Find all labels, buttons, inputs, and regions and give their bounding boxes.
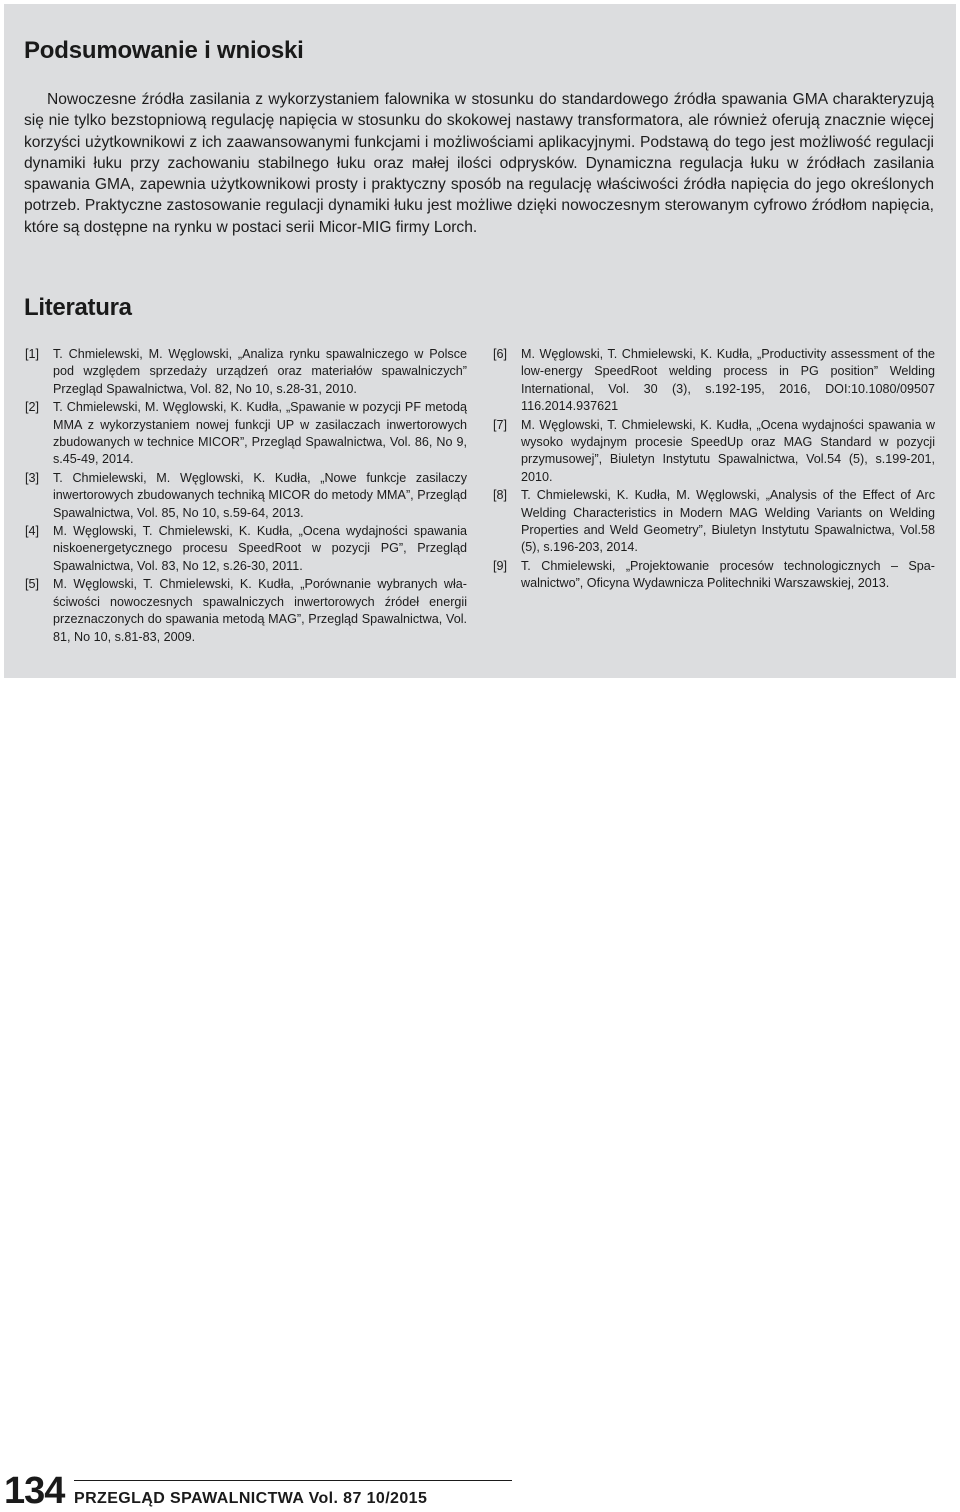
reference-number: [6]: [493, 347, 508, 361]
reference-number: [3]: [25, 470, 40, 485]
reference-item: [493, 417, 935, 487]
reference-number: [2]: [25, 400, 40, 415]
reference-item: [493, 558, 935, 593]
reference-text: M. Węglowski, T. Chmielewski, K. Kudła, „Ocena wydajności spawania niskoenergetycznego procesu SpeedRoot w pozycji PG”, Przegląd Spawalnictwa, Vol. 83, No 12, s.26-30, 2011.: [53, 524, 467, 573]
reference-number: [1]: [25, 347, 40, 361]
reference-item: [493, 346, 935, 416]
summary-paragraph: Nowoczesne źródła zasilania z wykorzystaniem falownika w stosunku do standardowego źródła spawania GMA charakteryzują się nie tylko bezstopniową regulację napięcia w stosunku do skokowej nastawy transformatora, ale również oferują znacznie więcej korzyści użytkownikowi z ich zaawansowanymi funkcjami i możliwościami aplikacyjnymi. Podstawą do tego jest możliwość regulacji dynamiki łuku przy zachowaniu stabilnego łuku oraz małej ilości odprysków. Dynamiczna regulacja łuku w źródłach zasilania spawania GMA, zapewnia użytkownikowi prosty i praktyczny sposób na regulację właściwości źródła napięcia do jego określonych potrzeb. Praktyczne zastosowanie regulacji dynamiki łuku jest możliwe dzięki nowoczesnym sterowanym cyfrowo źródłom napięcia, które są dostępne na rynku w postaci serii Micor-MIG firmy Lorch.: [24, 91, 934, 236]
reference-number: [4]: [25, 524, 40, 539]
reference-text: T. Chmielewski, M. Węglowski, „Analiza rynku spawalniczego w Polsce pod względem sprzedaży urządzeń oraz materiałów spawalniczych” Przegląd Spawalnictwa, Vol. 82, No 10, s.28-31, 2010.: [53, 347, 467, 396]
reference-number: [7]: [493, 417, 508, 432]
page-number: 134: [4, 1470, 65, 1512]
summary-heading: Podsumowanie i wnioski: [24, 37, 304, 64]
reference-text: M. Węglowski, T. Chmielewski, K. Kudła, „Ocena wydajności spawania w wysoko wydajnym procesie SpeedUp oraz MAG Standard w pozycji przymusowej”, Biuletyn Instytutu Spawalnictwa, Vol.54 (5), s.199-201, 2010.: [521, 417, 935, 484]
reference-number: [8]: [493, 488, 508, 503]
reference-item: [25, 523, 467, 575]
reference-item: [25, 470, 467, 522]
reference-text: T. Chmielewski, M. Węglowski, K. Kudła, „Nowe funkcje zasilaczy inwertorowych zbudowanych techniką MICOR do metody MMA”, Przegląd Spawalnictwa, Vol. 85, No 10, s.59-64, 2013.: [53, 470, 467, 520]
page-footer: [4, 1470, 514, 1510]
reference-text: T. Chmielewski, M. Węglowski, K. Kudła, „Spawanie w pozycji PF metodą MMA z wykorzystaniem nowej funkcji UP w zasilaczach inwertorowych zbudowanych w technice MICOR”, Przegląd Spawalnictwa, Vol. 86, No 9, s.45-49, 2014.: [53, 400, 467, 467]
reference-item: [25, 576, 467, 646]
reference-item: [493, 487, 935, 557]
references-right-column: [493, 346, 935, 593]
literature-heading: Literatura: [24, 294, 132, 321]
reference-text: M. Węglowski, T. Chmielewski, K. Kudła, „Porównanie wybranych właściwości nowoczesnych spawalniczych inwertorowych źródeł energii przeznaczonych do spawania metodą MAG”, Przegląd Spawalnictwa, Vol. 81, No 10, s.81-83, 2009.: [53, 577, 467, 644]
reference-text: T. Chmielewski, „Projektowanie procesów technologicznych – Spawalnictwo”, Oficyna Wydawnicza Politechniki Warszawskiej, 2013.: [521, 558, 935, 591]
reference-text: T. Chmielewski, K. Kudła, M. Węglowski, „Analysis of the Effect of Arc Welding Characteristics in Modern MAG Welding Variants on Welding Properties and Weld Geometry”, Biuletyn Instytutu Spawalnictwa, Vol.58 (5), s.196-203, 2014.: [521, 488, 935, 555]
references-left-column: [25, 346, 467, 646]
journal-title: PRZEGLĄD SPAWALNICTWA Vol. 87 10/2015: [74, 1490, 428, 1507]
reference-item: [25, 346, 467, 398]
reference-item: [25, 399, 467, 469]
reference-text: M. Węglowski, T. Chmielewski, K. Kudła, „Productivity assessment of the low-energy SpeedRoot welding process in PG position” Welding International, Vol. 30 (3), s.192-195, 2016, DOI:10.1080/09507 116.2014.937621: [521, 347, 935, 414]
footer-rule: [74, 1480, 512, 1481]
reference-number: [9]: [493, 558, 508, 573]
reference-number: [5]: [25, 577, 40, 592]
